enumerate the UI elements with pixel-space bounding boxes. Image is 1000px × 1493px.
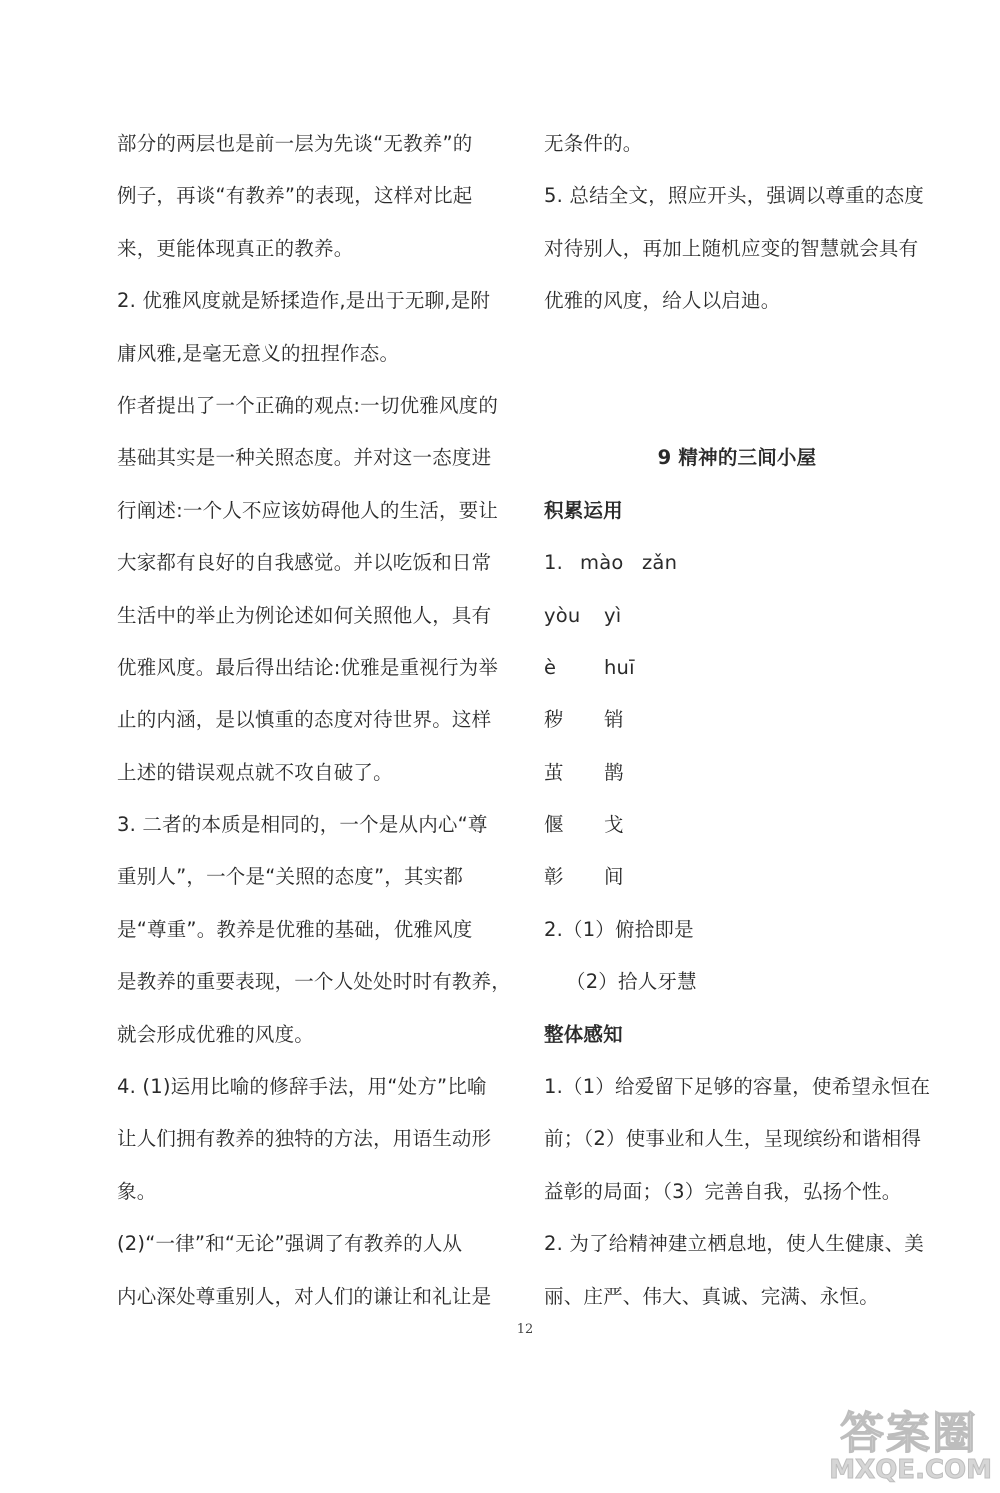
text-line: 4. (1)运用比喻的修辞手法，用“处方”比喻 [117,1075,487,1099]
char-item: 秽 [544,708,564,732]
pinyin-item: mào [580,551,624,575]
char-row [544,694,944,746]
text-line: 象。 [117,1179,157,1203]
pinyin-item: huī [604,655,635,679]
text-line: 是“尊重”。教养是优雅的基础，优雅风度 [117,917,473,941]
watermark-logo [807,1397,992,1487]
text-line: (2)“一律”和“无论”强调了有教养的人从 [117,1232,463,1256]
pinyin-item: yòu [544,603,581,627]
pinyin-item: zǎn [642,551,678,575]
text-line: 让人们拥有教养的独特的方法，用语生动形 [117,1127,492,1151]
char-row [544,747,944,799]
pinyin-row [544,642,944,694]
text-line: 生活中的举止为例论述如何关照他人，具有 [117,603,492,627]
pinyin-row [544,537,944,589]
text-line: 作者提出了一个正确的观点:一切优雅风度的 [117,393,499,417]
char-item: 销 [604,708,624,732]
char-item: 间 [604,865,624,889]
page-number: 12 [516,1322,534,1337]
answer-line: 前；（2）使事业和人生，呈现缤纷和谐相得 [544,1127,922,1151]
text-line: 就会形成优雅的风度。 [117,1022,315,1046]
text-line: 止的内涵，是以慎重的态度对待世界。这样 [117,708,492,732]
pinyin-item: yì [604,603,622,627]
spacer [544,380,944,432]
heading-jilei: 积累运用 [544,498,623,522]
watermark-logo-text: 答案圈 [840,1408,978,1459]
text-line: 部分的两层也是前一层为先谈“无教养”的 [117,132,473,155]
text-line: 基础其实是一种关照态度。并对这一态度进 [117,446,492,470]
text-line: 例子，再谈“有教养”的表现，这样对比起 [117,184,473,208]
watermark-url: MXQE.COM [829,1455,992,1485]
pinyin-number: 1. [544,551,564,575]
text-line: 行阐述:一个人不应该妨碍他人的生活，要让 [117,498,499,522]
char-item: 戈 [604,813,624,837]
answer-line: 1.（1）给爱留下足够的容量，使希望永恒在 [544,1075,931,1099]
char-item: 彰 [544,865,564,889]
char-row [544,799,944,851]
text-line: 来，更能体现真正的教养。 [117,236,354,260]
text-line: 优雅风度。最后得出结论:优雅是重视行为举 [117,655,499,679]
text-line: 5. 总结全文，照应开头，强调以尊重的态度 [544,184,925,208]
pinyin-row [544,590,944,642]
answer-line: 益彰的局面；（3）完善自我，弘扬个性。 [544,1179,902,1203]
text-line: 上述的错误观点就不攻自破了。 [117,760,393,784]
answer-line: 丽、庄严、伟大、真诚、完满、永恒。 [544,1284,879,1308]
spacer [544,328,944,380]
text-line: 优雅的风度，给人以启迪。 [544,289,781,313]
text-line: 是教养的重要表现，一个人处处时时有教养， [117,970,512,994]
text-line: 3. 二者的本质是相同的，一个是从内心“尊 [117,813,488,837]
text-line: 重别人”，一个是“关照的态度”，其实都 [117,865,464,889]
char-item: 鹊 [604,760,624,784]
pinyin-item: è [544,655,557,679]
right-column [544,118,944,1323]
char-row [544,851,944,903]
text-line: 对待别人，再加上随机应变的智慧就会具有 [544,236,919,260]
section-title: 9 精神的三间小屋 [657,446,817,470]
char-item: 偃 [544,813,564,837]
text-line: 庸风雅,是毫无意义的扭捏作态。 [117,341,400,365]
idiom-line: 2.（1）俯拾即是 [544,917,694,941]
text-line: 内心深处尊重别人，对人们的谦让和礼让是 [117,1284,492,1308]
answer-line: 2. 为了给精神建立栖息地，使人生健康、美 [544,1232,925,1256]
text-line: 无条件的。 [544,132,643,155]
text-line: 大家都有良好的自我感觉。并以吃饭和日常 [117,551,492,575]
idiom-line: （2）拾人牙慧 [566,970,697,994]
char-item: 茧 [544,760,564,784]
heading-zhengti: 整体感知 [544,1022,623,1046]
text-line: 2. 优雅风度就是矫揉造作,是出于无聊,是附 [117,289,491,313]
left-column [117,118,515,1323]
